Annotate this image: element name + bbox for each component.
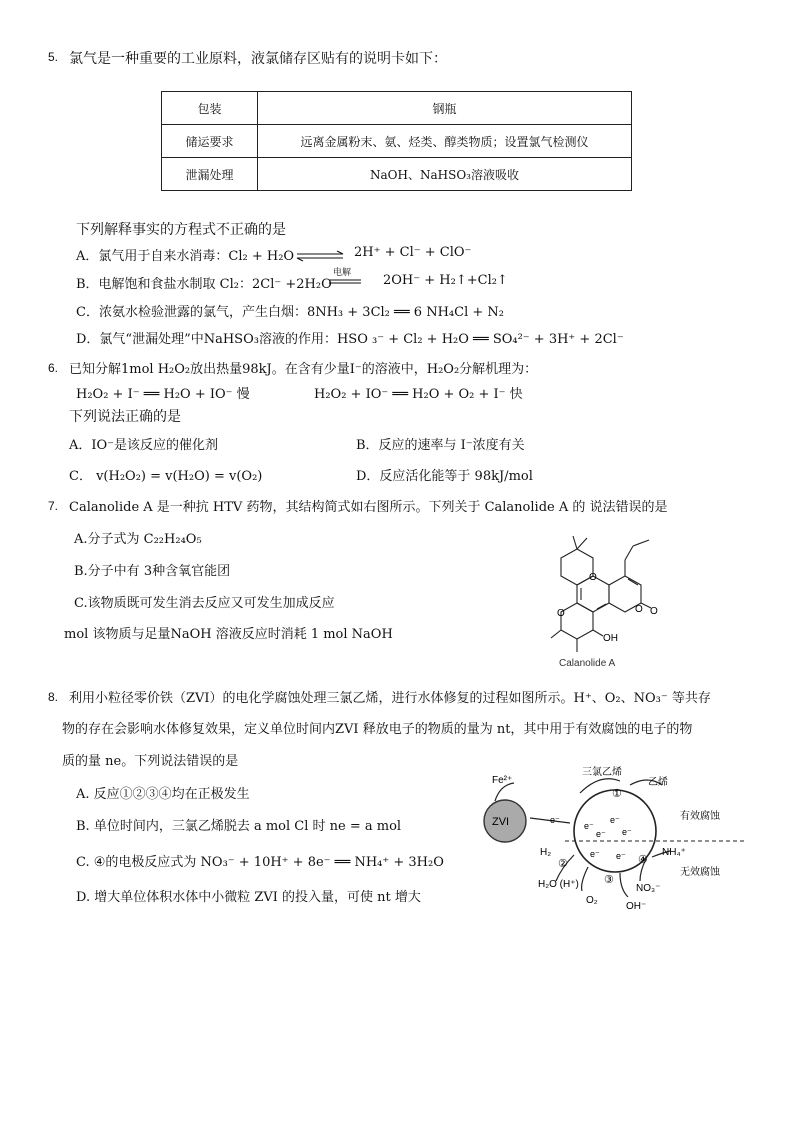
q5-option-b-left: B．电解饱和食盐水制取 Cl₂：2Cl⁻ +2H₂O [76, 277, 332, 292]
no3-label: NO₃⁻ [636, 883, 661, 894]
electron-label: e⁻ [590, 849, 600, 859]
q6-option-a: A．IO⁻是该反应的催化剂 [69, 438, 219, 453]
oh-label: OH⁻ [626, 901, 647, 912]
nh4-label: NH₄⁺ [662, 847, 686, 858]
q7-option-c: C.该物质既可发生消去反应又可发生加成反应 [74, 596, 335, 611]
step-2-label: ② [558, 858, 568, 870]
tce-label: 三氯乙烯 [582, 767, 622, 778]
table-cell: 包装 [162, 92, 258, 125]
effective-label: 有效腐蚀 [680, 811, 720, 822]
calanolide-a-structure [525, 528, 658, 670]
q6-question: 下列说法正确的是 [69, 409, 181, 425]
table-cell: NaOH、NaHSO₃溶液吸收 [258, 158, 632, 191]
ring-oxygen-label: O [589, 572, 597, 583]
q5-option-a-right: 2H⁺ + Cl⁻ + ClO⁻ [354, 245, 472, 260]
table-cell: 钢瓶 [258, 92, 632, 125]
q8-stem-line-1: 利用小粒径零价铁（ZVI）的电化学腐蚀处理三氯乙烯，进行水体修复的过程如图所示。H⁺、O₂、NO₃⁻ 等共存 [69, 691, 711, 706]
lactone-oxygen-label: O [635, 604, 643, 615]
step-1-label: ① [612, 788, 622, 800]
fe-label: Fe²⁺ [492, 775, 513, 786]
table-cell: 泄漏处理 [162, 158, 258, 191]
q5-option-d: D．氯气“泄漏处理”中NaHSO₃溶液的作用：HSO ₃⁻ + Cl₂ + H₂O ══ SO₄²⁻ + 3H⁺ + 2Cl⁻ [76, 332, 624, 347]
electron-label: e⁻ [610, 815, 620, 825]
q8-option-b: B. 单位时间内，三氯乙烯脱去 a mol Cl 时 ne = a mol [76, 819, 402, 834]
carbonyl-oxygen-label: O [650, 606, 658, 617]
q7-stem: Calanolide A 是一种抗 HTV 药物，其结构简式如右图所示。下列关于 Calanolide A 的 说法错误的是 [69, 500, 668, 515]
q5-number: 5. [48, 50, 59, 64]
ethylene-label: 乙烯 [648, 777, 668, 788]
table-row [162, 92, 632, 125]
q8-option-d: D. 增大单位体积水体中小微粒 ZVI 的投入量，可使 nt 增大 [76, 890, 421, 905]
h2o-label: H₂O (H⁺) [538, 879, 579, 890]
q6-step-1: H₂O₂ + I⁻ ══ H₂O + IO⁻ 慢 [76, 387, 250, 402]
electron-label: e⁻ [616, 851, 626, 861]
ether-oxygen-label: O [557, 608, 565, 619]
table-cell: 远离金属粉末、氨、烃类、醇类物质；设置氯气检测仪 [258, 125, 632, 158]
q5-option-b-right: 2OH⁻ + H₂↑+Cl₂↑ [383, 273, 508, 288]
q8-option-a: A. 反应①②③④均在正极发生 [76, 787, 250, 802]
q8-option-c: C. ④的电极反应式为 NO₃⁻ + 10H⁺ + 8e⁻ ══ NH₄⁺ + 3H₂O [76, 855, 444, 870]
q7-option-a: A.分子式为 C₂₂H₂₄O₅ [74, 532, 202, 547]
o2-label: O₂ [586, 895, 598, 906]
zvi-label: ZVI [492, 816, 510, 828]
q6-option-d: D．反应活化能等于 98kJ/mol [356, 469, 533, 484]
q7-option-d: mol 该物质与足量NaOH 溶液反应时消耗 1 mol NaOH [64, 627, 393, 642]
q8-stem-line-3: 质的量 ne。下列说法错误的是 [62, 754, 239, 769]
q7-number: 7. [48, 499, 59, 513]
q5-info-card [161, 91, 632, 191]
hydroxyl-label: OH [603, 633, 618, 644]
electron-label: e⁻ [622, 827, 632, 837]
q6-stem: 已知分解1mol H₂O₂放出热量98kJ。在含有少量I⁻的溶液中，H₂O₂分解机理为： [69, 362, 538, 377]
q5-question: 下列解释事实的方程式不正确的是 [76, 222, 286, 238]
q6-option-c: C． v(H₂O₂) = v(H₂O) = v(O₂) [69, 469, 263, 484]
q8-number: 8. [48, 690, 59, 704]
step-3-label: ③ [604, 874, 614, 886]
q7-option-b: B.分子中有 3种含氧官能团 [74, 564, 231, 579]
table-row [162, 158, 632, 191]
electron-label: e⁻ [584, 821, 594, 831]
equals-arrow-icon [328, 278, 362, 284]
step-4-label: ④ [638, 854, 648, 866]
q5-stem: 氯气是一种重要的工业原料，液氯储存区贴有的说明卡如下： [69, 51, 447, 67]
reversible-arrow-icon [295, 250, 347, 262]
q6-number: 6. [48, 361, 59, 375]
q5-option-c: C．浓氨水检验泄露的氯气，产生白烟：8NH₃ + 3Cl₂ ══ 6 NH₄Cl + N₂ [76, 305, 504, 320]
table-cell: 储运要求 [162, 125, 258, 158]
q5-option-b-condition: 电解 [333, 268, 352, 278]
q6-option-b: B．反应的速率与 I⁻浓度有关 [356, 438, 525, 453]
table-row [162, 125, 632, 158]
structure-caption: Calanolide A [559, 658, 616, 669]
q6-step-2: H₂O₂ + IO⁻ ══ H₂O + O₂ + I⁻ 快 [314, 387, 523, 402]
q8-stem-line-2: 物的存在会影响水体修复效果，定义单位时间内ZVI 释放电子的物质的量为 nt，其中用于有效腐蚀的电子的物 [62, 722, 693, 737]
h2-label: H₂ [540, 847, 552, 858]
ineffective-label: 无效腐蚀 [680, 867, 720, 878]
electron-label: e⁻ [596, 829, 606, 839]
q5-option-a-left: A．氯气用于自来水消毒：Cl₂ + H₂O [76, 249, 295, 264]
zvi-corrosion-diagram [470, 763, 750, 913]
electron-label: e⁻ [550, 815, 560, 825]
